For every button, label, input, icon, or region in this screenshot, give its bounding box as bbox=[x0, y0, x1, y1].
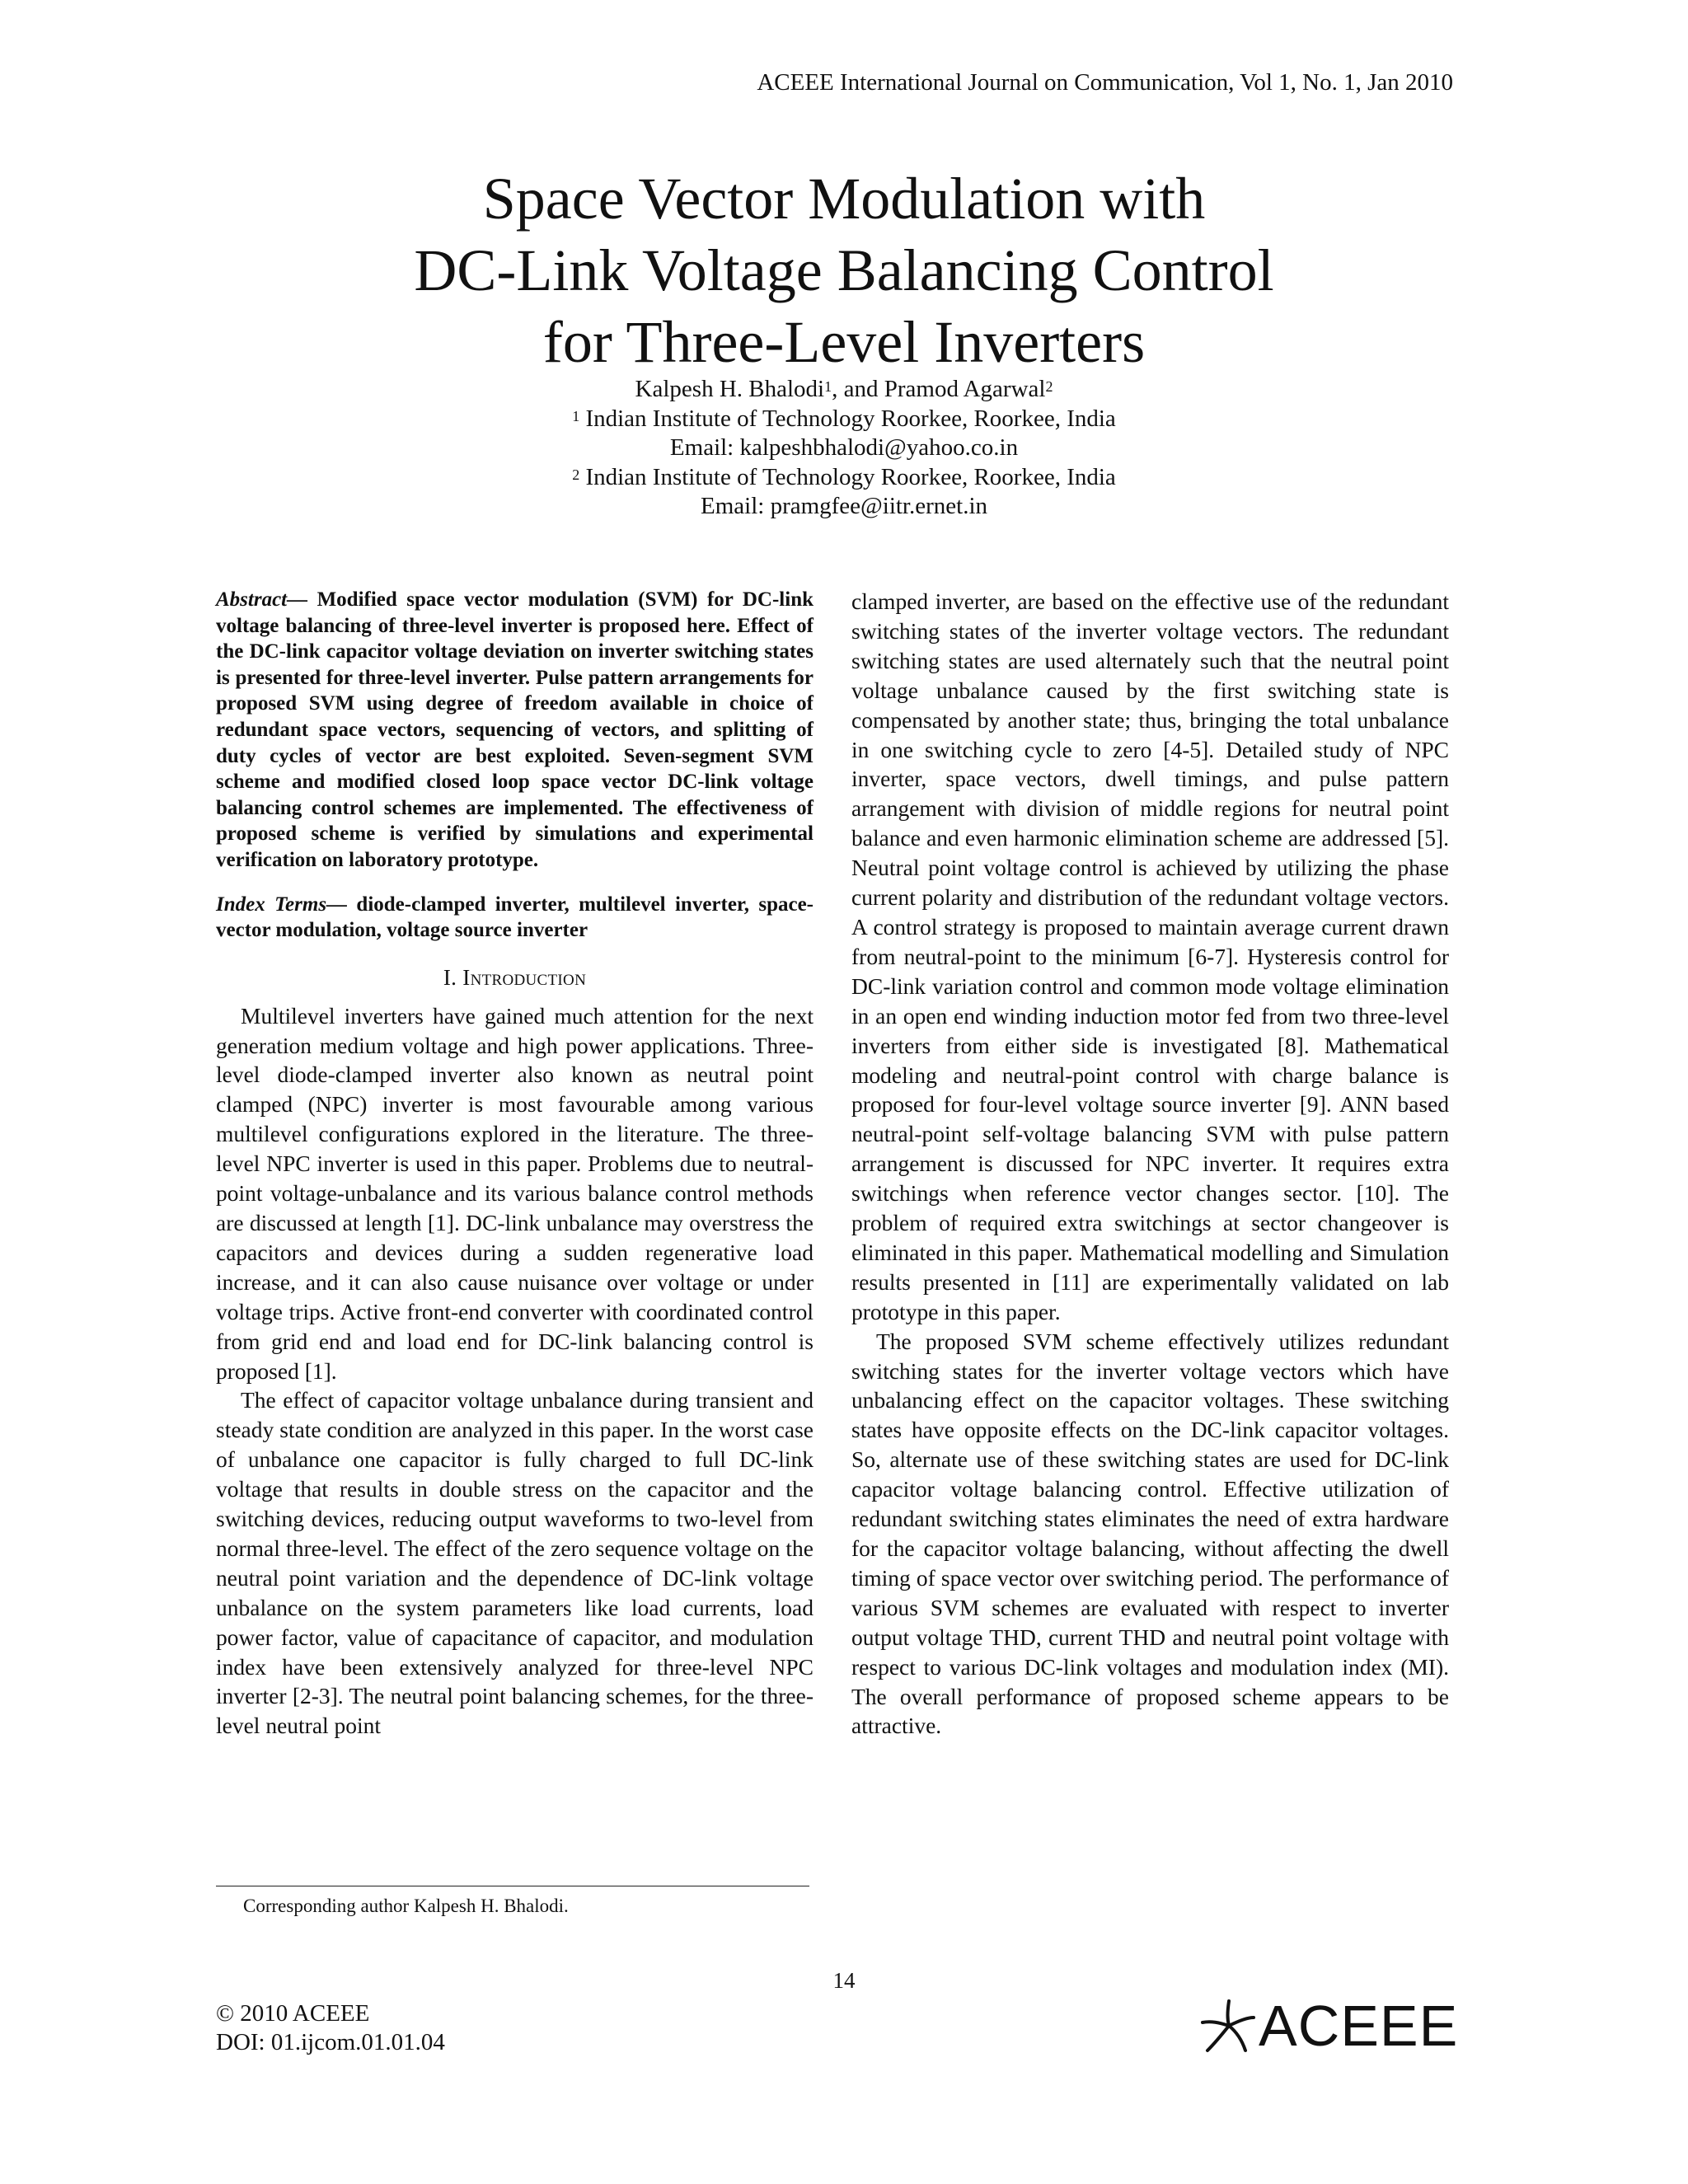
email-1[interactable]: Email: kalpeshbhalodi@yahoo.co.in bbox=[669, 434, 1019, 461]
author-block bbox=[0, 375, 1688, 522]
affiliation-2-text: Indian Institute of Technology Roorkee, Roorkee, India bbox=[579, 463, 1116, 490]
affiliation-1-text: Indian Institute of Technology Roorkee, Roorkee, India bbox=[579, 405, 1116, 432]
paper-title bbox=[0, 163, 1688, 378]
affiliation-2-mark: 2 bbox=[572, 466, 580, 483]
affiliation-2 bbox=[0, 463, 1688, 493]
aceee-logo bbox=[1199, 1993, 1458, 2059]
intro-paragraph-4: The proposed SVM scheme effectively utilizes redundant switching states for the inverter voltage vectors which have unbalancing effect on the capacitor voltages. These switching states have opposite effects on the DC-link capacitor voltages. So, alternate use of these switching states are used for DC-link capacitor voltage balancing control. Effective utilization of redundant switching states eliminates the need of extra hardware for the capacitor voltage balancing, without affecting the dwell timing of space vector over switching period. The performance of various SVM schemes are evaluated with respect to inverter output voltage THD, current THD and neutral point voltage with respect to various DC-link voltages and modulation index (MI). The overall performance of proposed scheme appears to be attractive. bbox=[851, 1328, 1449, 1739]
author-2-mark: 2 bbox=[1045, 378, 1053, 395]
doi: DOI: 01.ijcom.01.01.04 bbox=[216, 2029, 445, 2055]
abstract-label: Abstract— bbox=[216, 588, 308, 611]
abstract-text: Modified space vector modulation (SVM) for DC-link voltage balancing of three-level inverter is proposed here. Effect of the DC-link capacitor voltage deviation on inverter switching states is presented for three-level inverter. Pulse pattern arrangements for proposed SVM using degree of freedom available in choice of redundant space vectors, sequencing of vectors, and splitting of duty cycles of vector are best exploited. Seven-segment SVM scheme and modified closed loop space vector DC-link voltage balancing control schemes are implemented. The effectiveness of proposed scheme is verified by simulations and experimental verification on laboratory prototype. bbox=[216, 588, 814, 871]
index-terms-label: Index Terms— bbox=[216, 893, 348, 916]
footnote: Corresponding author Kalpesh H. Bhalodi. bbox=[243, 1896, 569, 1916]
right-column bbox=[851, 587, 1449, 1741]
intro-paragraph-1: Multilevel inverters have gained much attention for the next generation medium voltage and high power applications. Three-level diode-clamped inverter also known as neutral point clamped (NPC) inverter is most favourable among various multilevel configurations explored in the literature. The three-level NPC inverter is used in this paper. Problems due to neutral-point voltage-unbalance and its various balance control methods are discussed at length [1]. DC-link unbalance may overstress the capacitors and devices during a sudden regenerative load increase, and it can also cause nuisance over voltage or under voltage trips. Active front-end converter with coordinated control from grid end and load end for DC-link balancing control is proposed [1]. bbox=[216, 1002, 814, 1384]
author-1-mark: 1 bbox=[824, 378, 832, 395]
copyright: © 2010 ACEEE bbox=[216, 2000, 370, 2027]
index-terms bbox=[216, 892, 814, 944]
running-header: ACEEE International Journal on Communication, Vol 1, No. 1, Jan 2010 bbox=[757, 69, 1453, 96]
email-2[interactable]: Email: pramgfee@iitr.ernet.in bbox=[701, 493, 987, 519]
affiliation-1 bbox=[0, 405, 1688, 434]
abstract bbox=[216, 587, 814, 874]
section-heading-introduction: I. Introduction bbox=[443, 964, 587, 990]
logo-text: ACEEE bbox=[1259, 1994, 1459, 2058]
author-separator: , and bbox=[832, 376, 884, 402]
intro-paragraph-2: The effect of capacitor voltage unbalance during transient and steady state condition are analyzed in this paper. In the worst case of unbalance one capacitor is fully charged to full DC-link voltage that results in double stress on the capacitor and the switching devices, reducing output waveforms to two-level from normal three-level. The effect of the zero sequence voltage on the neutral point variation and the dependence of DC-link voltage unbalance on the system parameters like load currents, load power factor, value of capacitance of capacitor, and modulation index have been extensively analyzed for three-level NPC inverter [2-3]. The neutral point balancing schemes, for the three-level neutral point bbox=[216, 1387, 814, 1739]
title-line-3: for Three-Level Inverters bbox=[542, 309, 1146, 375]
author-2-name: Pramod Agarwal bbox=[884, 376, 1046, 402]
page-number: 14 bbox=[832, 1968, 856, 1993]
title-line-1: Space Vector Modulation with bbox=[482, 166, 1206, 232]
left-column bbox=[216, 587, 814, 1741]
intro-paragraph-3: clamped inverter, are based on the effective use of the redundant switching states of the inverter voltage vectors. The redundant switching states are used alternately such that the neutral point voltage unbalance caused by the first switching state is compensated by another state; thus, bringing the total unbalance in one switching cycle to zero [4-5]. Detailed study of NPC inverter, space vectors, dwell timings, and pulse pattern arrangement with division of middle regions for neutral point balance and even harmonic elimination scheme are addressed [5]. Neutral point voltage control is achieved by utilizing the phase current polarity and distribution of the redundant voltage vectors. A control strategy is proposed to maintain average current drawn from neutral-point to the minimum [6-7]. Hysteresis control for DC-link variation control and common mode voltage elimination in an open end winding induction motor fed from two three-level inverters from either side is investigated [8]. Mathematical modeling and neutral-point control with charge balance is proposed for four-level voltage source inverter [9]. ANN based neutral-point self-voltage balancing SVM with pulse pattern arrangement is discussed for NPC inverter. It requires extra switchings when reference vector changes sector. [10]. The problem of required extra switchings at sector changeover is eliminated in this paper. Mathematical modelling and Simulation results presented in [11] are experimentally validated on lab prototype in this paper. bbox=[851, 588, 1449, 1324]
author-line bbox=[0, 375, 1688, 405]
aceee-star-logo-icon bbox=[1199, 1996, 1257, 2055]
author-1-name: Kalpesh H. Bhalodi bbox=[635, 376, 825, 402]
affiliation-1-mark: 1 bbox=[572, 407, 580, 424]
index-terms-text: diode-clamped inverter, multilevel inverter, space-vector modulation, voltage source inverter bbox=[216, 893, 814, 942]
title-line-2: DC-Link Voltage Balancing Control bbox=[414, 237, 1274, 303]
